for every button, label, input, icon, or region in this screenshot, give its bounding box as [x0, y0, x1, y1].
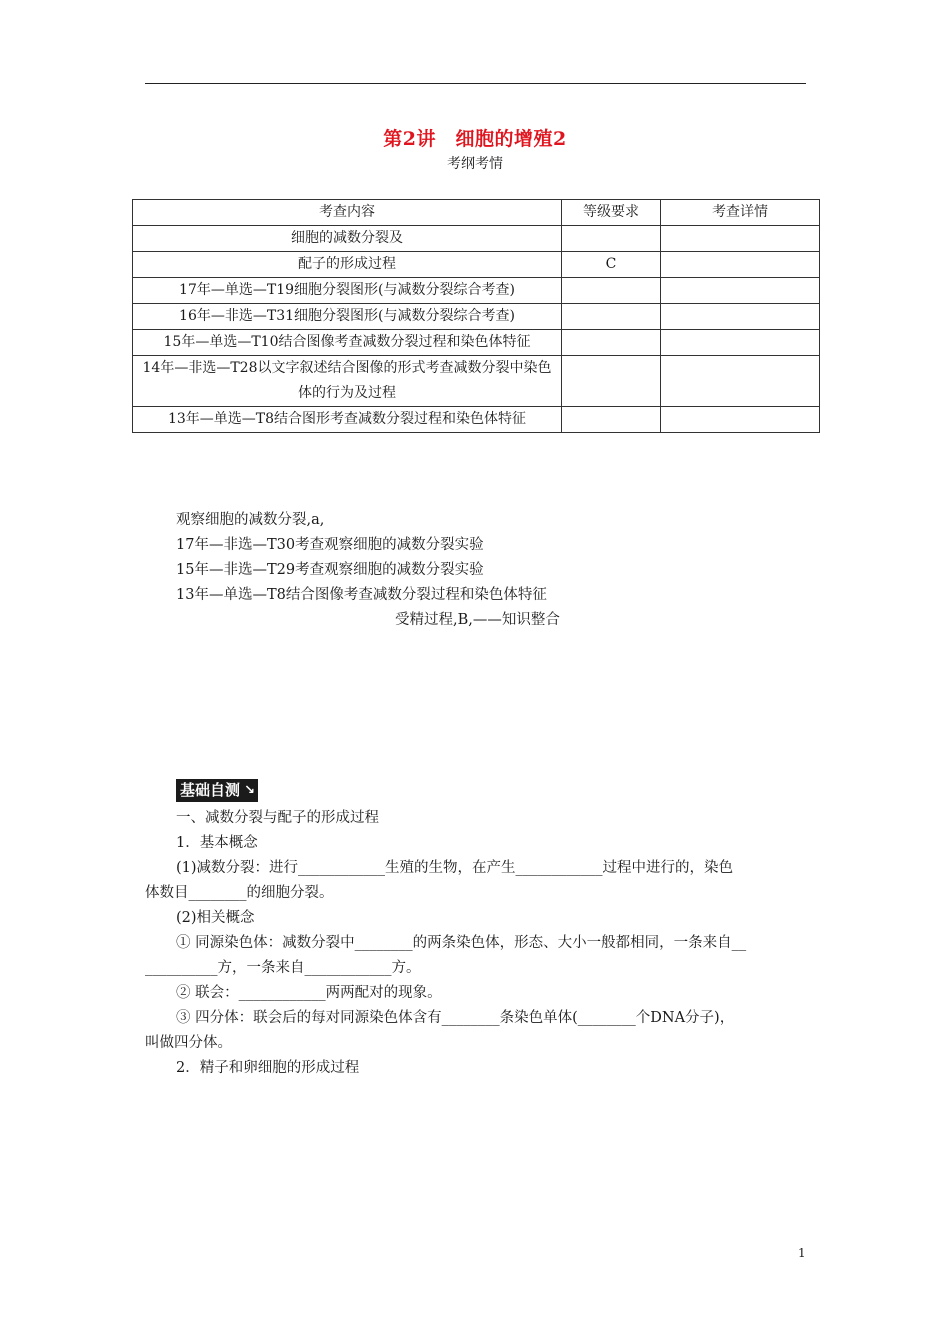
item-heading: 1．基本概念	[176, 835, 258, 851]
row-level	[562, 356, 661, 407]
row-detail	[661, 252, 820, 278]
table-row	[133, 407, 820, 433]
row-content: 13年—单选—T8结合图形考查减数分裂过程和染色体特征	[133, 407, 562, 433]
header-rule	[145, 83, 806, 84]
paragraph-line: ② 联会：____________两两配对的现象。	[176, 985, 442, 1001]
section-badge	[176, 779, 258, 802]
paragraph-line: (1)减数分裂：进行____________生殖的生物，在产生____________过程中进行的，染色	[176, 860, 734, 876]
section-heading: 一、减数分裂与配子的形成过程	[176, 810, 379, 826]
row-level	[562, 226, 661, 252]
table-row	[133, 356, 820, 407]
row-level	[562, 278, 661, 304]
note-line: 13年—单选—T8结合图像考查减数分裂过程和染色体特征	[176, 587, 547, 603]
paragraph-line: ① 同源染色体：减数分裂中________的两条染色体，形态、大小一般都相同，一条来自__	[176, 935, 747, 951]
requirements-table	[132, 199, 820, 433]
table-row	[133, 278, 820, 304]
note-line: 观察细胞的减数分裂,a,	[176, 512, 325, 528]
row-level	[562, 407, 661, 433]
table-row	[133, 304, 820, 330]
row-level: C	[562, 252, 661, 278]
header-content: 考查内容	[133, 200, 562, 226]
row-detail	[661, 278, 820, 304]
row-level	[562, 330, 661, 356]
paragraph-line: ③ 四分体：联会后的每对同源染色体含有________条染色单体(________个DNA分子)，	[176, 1010, 735, 1026]
row-content: 15年—单选—T10结合图像考查减数分裂过程和染色体特征	[133, 330, 562, 356]
paragraph-line: 体数目________的细胞分裂。	[145, 885, 334, 901]
table-row	[133, 252, 820, 278]
page-title: 第2讲 细胞的增殖2	[383, 128, 567, 150]
table-row	[133, 226, 820, 252]
row-content: 配子的形成过程	[133, 252, 562, 278]
paragraph-line: (2)相关概念	[176, 910, 255, 926]
note-line: 受精过程,B,——知识整合	[395, 612, 560, 628]
paragraph-line: __________方，一条来自____________方。	[145, 960, 421, 976]
row-detail	[661, 407, 820, 433]
table-header-row	[133, 200, 820, 226]
section-badge-label: 基础自测	[180, 781, 241, 799]
paragraph-line: 叫做四分体。	[145, 1035, 232, 1051]
row-detail	[661, 226, 820, 252]
note-line: 15年—非选—T29考查观察细胞的减数分裂实验	[176, 562, 484, 578]
header-level: 等级要求	[562, 200, 661, 226]
row-detail	[661, 330, 820, 356]
row-detail	[661, 304, 820, 330]
row-content: 细胞的减数分裂及	[133, 226, 562, 252]
note-line: 17年—非选—T30考查观察细胞的减数分裂实验	[176, 537, 484, 553]
page-number: 1	[798, 1246, 806, 1260]
row-content: 14年—非选—T28以文字叙述结合图像的形式考查减数分裂中染色体的行为及过程	[133, 356, 562, 407]
header-detail: 考查详情	[661, 200, 820, 226]
arrow-icon: ↘	[244, 783, 256, 798]
row-content: 16年—非选—T31细胞分裂图形(与减数分裂综合考查)	[133, 304, 562, 330]
row-content: 17年—单选—T19细胞分裂图形(与减数分裂综合考查)	[133, 278, 562, 304]
table-row	[133, 330, 820, 356]
item-heading: 2．精子和卵细胞的形成过程	[176, 1060, 360, 1076]
row-level	[562, 304, 661, 330]
page-subtitle: 考纲考情	[447, 156, 503, 172]
row-detail	[661, 356, 820, 407]
